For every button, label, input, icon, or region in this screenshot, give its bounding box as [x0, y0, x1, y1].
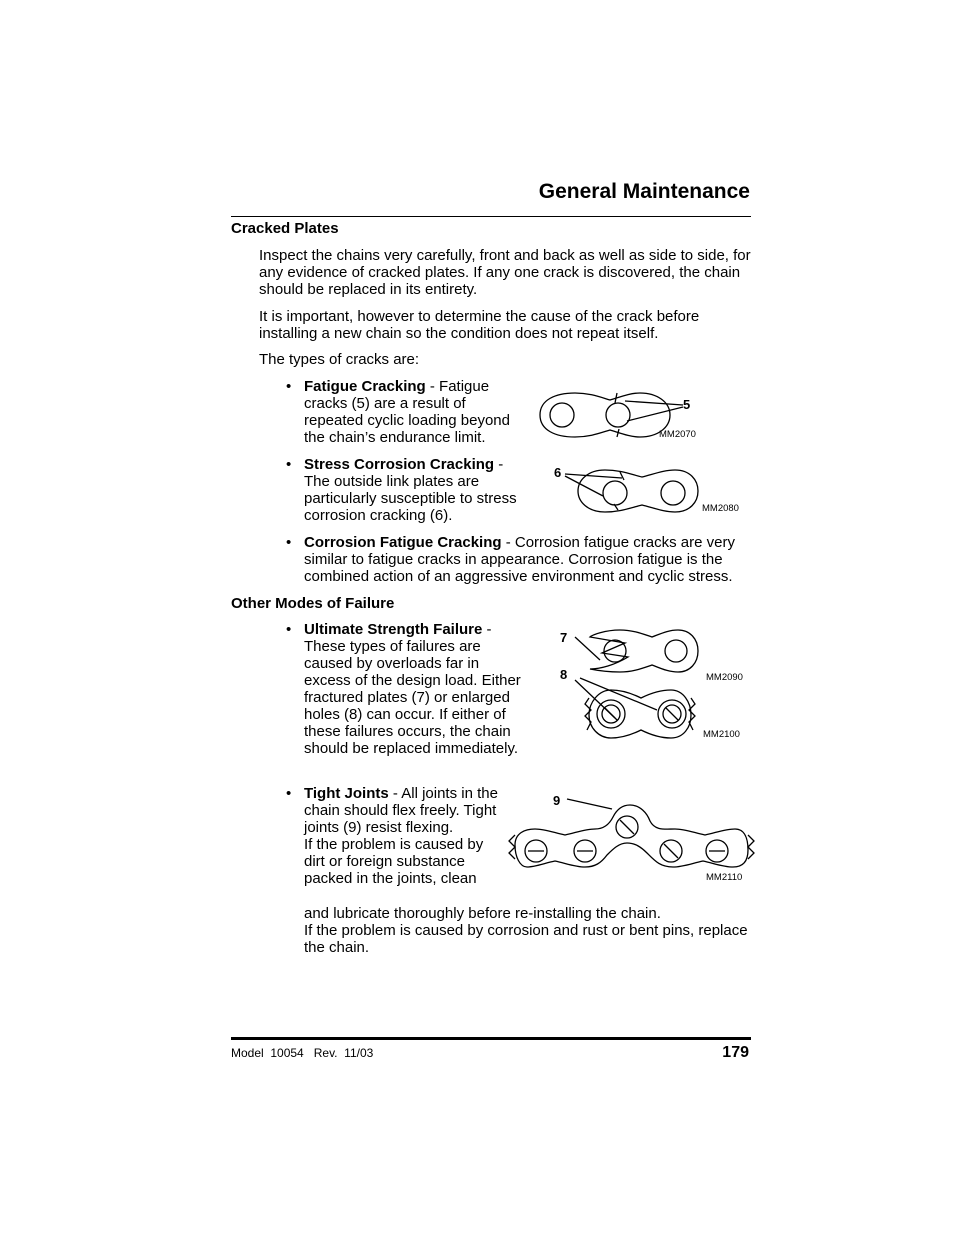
- figure-label-9: 9: [553, 793, 561, 808]
- figure-code-mm2080: MM2080: [702, 503, 739, 514]
- tight-joints-clean-text: and lubricate thoroughly before re-installing the chain.: [304, 905, 661, 922]
- footer-model-revision: Model 10054 Rev. 11/03: [231, 1046, 374, 1060]
- bullet-dot: •: [286, 378, 292, 395]
- figure-label-7: 7: [560, 630, 568, 645]
- tight-joints-continuation: [304, 905, 754, 956]
- figure-label-5: 5: [683, 397, 691, 412]
- figure-label-6: 6: [554, 465, 562, 480]
- figure-code-mm2110: MM2110: [706, 872, 743, 883]
- bullet-dot: •: [286, 785, 292, 802]
- bullet-dot: •: [286, 621, 292, 638]
- paragraph-types: The types of cracks are:: [259, 351, 420, 368]
- bullet-text: Fatigue Cracking - Fatigue cracks (5) are a result of repeated cyclic loading beyond the chain’s endurance limit.: [304, 378, 510, 446]
- page-number: 179: [722, 1044, 749, 1061]
- figure-tight-joints: [505, 795, 750, 875]
- header-divider: [231, 216, 751, 217]
- footer-divider: [231, 1037, 751, 1040]
- paragraph-cause: It is important, however to determine the cause of the crack before installing a new chain so the condition does not repeat itself.: [259, 308, 700, 342]
- bullet-dot: •: [286, 456, 292, 473]
- page-title: General Maintenance: [538, 180, 750, 203]
- section-heading-cracked-plates: Cracked Plates: [231, 220, 339, 237]
- figure-label-8: 8: [560, 667, 568, 682]
- figure-enlarged-holes: [575, 672, 700, 742]
- bullet-text: Tight Joints - All joints in the chain should flex freely. Tight joints (9) resist flexing. If the problem is caused by dirt or foreign substance packed in the joints, clean: [304, 785, 498, 887]
- bullet-text: Ultimate Strength Failure - These types of failures are caused by overloads far in excess of the design load. Either fractured plates (7) or enlarged holes (8) can occur. If either of these failures occurs, the chain should be replaced immediately.: [304, 621, 521, 757]
- bullet-text: Corrosion Fatigue Cracking - Corrosion fatigue cracks are very similar to fatigue cracks in appearance. Corrosion fatigue is the combined action of an aggressive environment and cyclic stress.: [304, 534, 735, 585]
- figure-stress-corrosion-crack: [560, 462, 710, 522]
- figure-code-mm2100: MM2100: [703, 729, 740, 740]
- bullet-text: Stress Corrosion Cracking - The outside link plates are particularly susceptible to stress corrosion cracking (6).: [304, 456, 517, 524]
- bullet-dot: •: [286, 534, 292, 551]
- figure-fractured-plate: [570, 625, 710, 675]
- section-heading-other-modes: Other Modes of Failure: [231, 595, 395, 612]
- figure-code-mm2090: MM2090: [706, 672, 743, 683]
- tight-joints-replace-text: If the problem is caused by corrosion and rust or bent pins, replace the chain.: [304, 922, 748, 956]
- figure-code-mm2070: MM2070: [659, 429, 696, 440]
- paragraph-inspect: Inspect the chains very carefully, front and back as well as side to side, for any evidence of cracked plates. If any one crack is discovered, the chain should be replaced in its entirety.: [259, 247, 751, 298]
